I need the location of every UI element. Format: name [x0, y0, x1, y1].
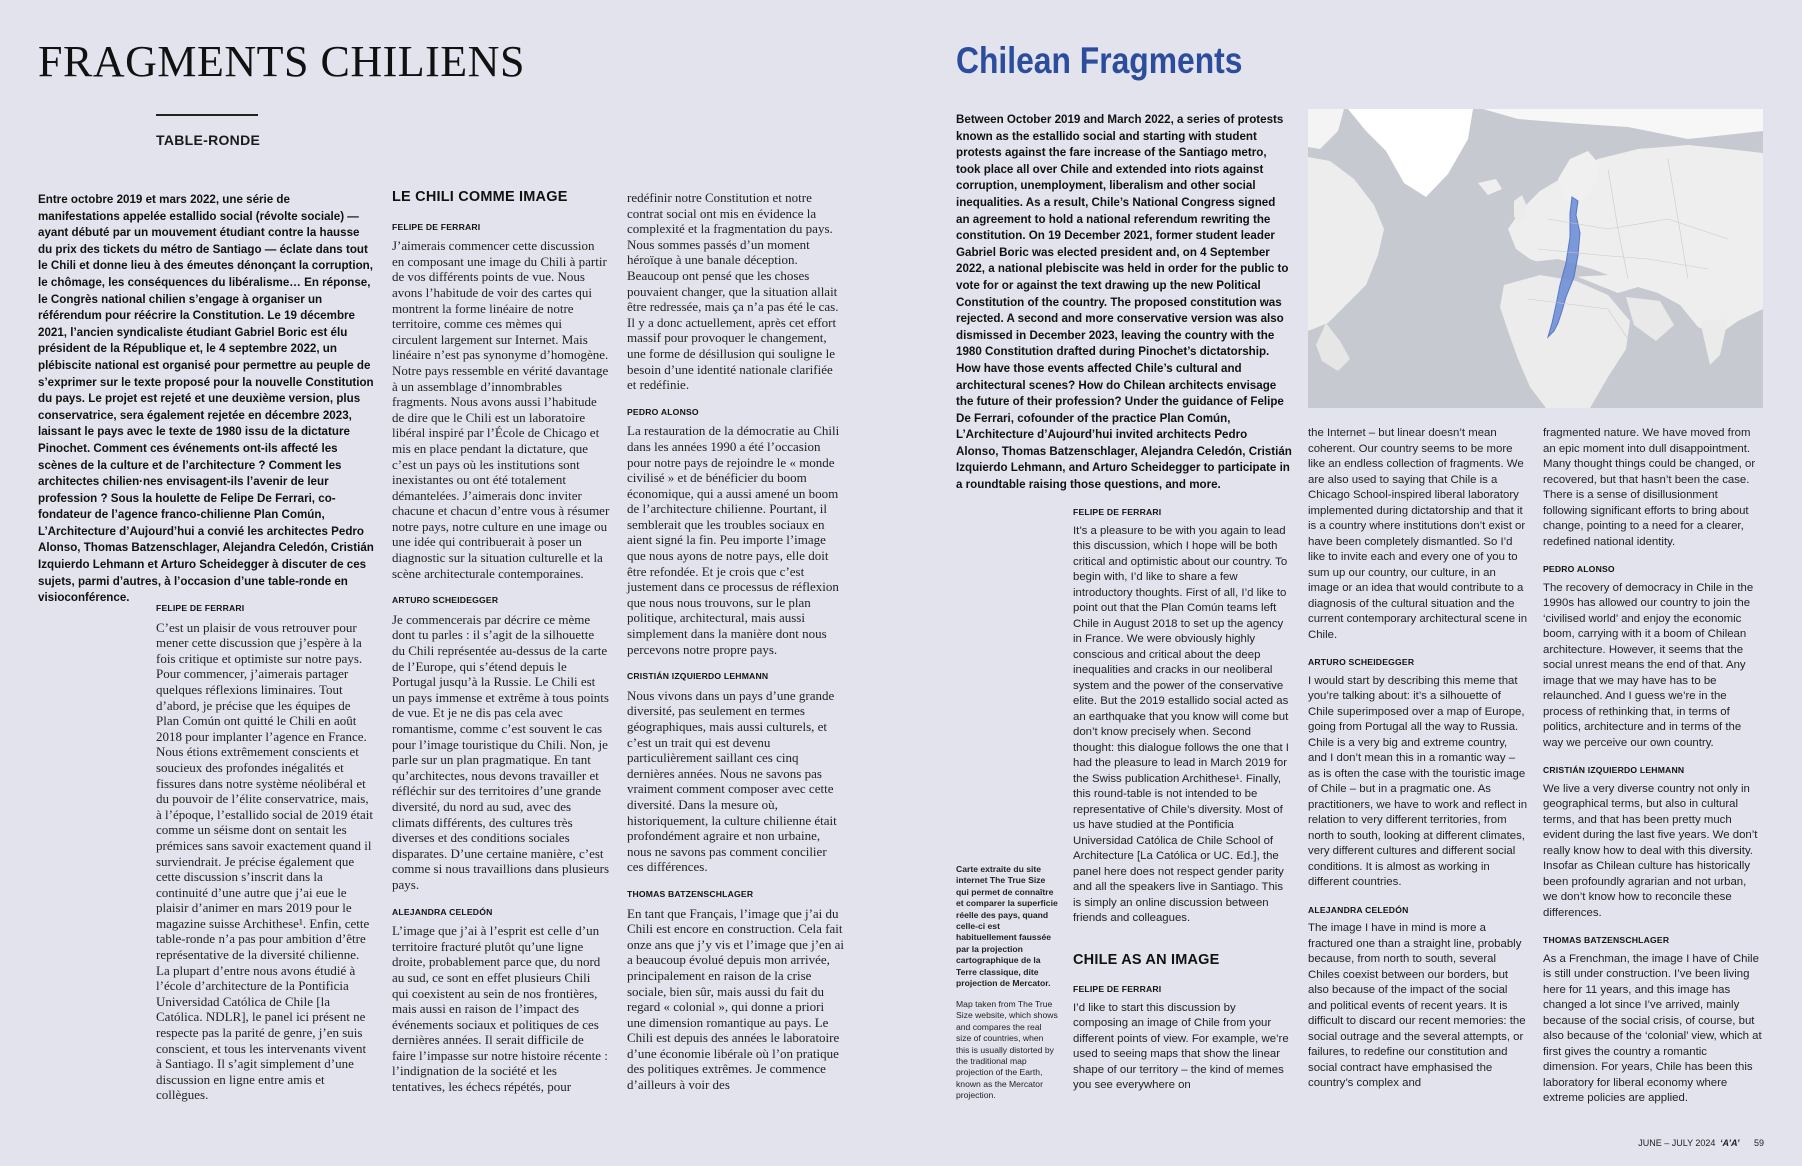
column-fr-2: [392, 190, 610, 1120]
speaker-text: La restauration de la démocratie au Chili dans les années 1990 a été l’occasion pour notre pays de rejoindre le « monde civilisé » et de bénéficier du boom économique, qui a aussi amené un boom de l’architecture chilienne. Pourtant, il semblerait que les troubles sociaux en aient signé la fin. Peu importe l’image que nous ayons de notre pays, elle doit être refondée. Et je crois que c’est justement dans ce processus de réflexion que nous nous trouvons, sur le plan politique, architectural, mais aussi simplement dans la manière dont nous percevons notre propre pays.: [627, 423, 840, 657]
speaker-name: PEDRO ALONSO: [627, 406, 699, 417]
speaker-text: C’est un plaisir de vous retrouver pour mener cette discussion que j’espère à la fois critique et optimiste sur notre pays. Pour commencer, j’aimerais partager quelques réflexions liminaires. Tout d’abord, je précise que les équipes de Plan Común ont quitté le Chili en août 2018 pour implanter l’agence en France. Nous étions extrêmement conscients et soucieux des profondes inégalités et fissures dans notre système néolibéral et du pouvoir de l’élite conservatrice, mais, à l’époque, l’estallido social de 2019 était comme un séisme dont on sentait les prémices sans savoir exactement quand il surviendrait. Je précise également que cette discussion s’inscrit dans la continuité d’une autre que j’ai eue le plaisir d’animer en mars 2019 pour le magazine suisse Archithese¹. Enfin, cette table-ronde n’a pas pour ambition d’être représentative de la diversité chilienne. La plupart d’entre nous avons étudié à l’école d’architecture de la Pontificia Universidad Católica de Chile [la Católica. NDLR], le panel ici présent ne respecte pas la parité de genre, j’en suis conscient, et tous les intervenants vivent à Santiago. Il s’agit simplement d’une discussion en ligne entre amis et collègues.: [156, 619, 373, 1103]
speaker-name: ARTURO SCHEIDEGGER: [1308, 657, 1415, 667]
kicker: TABLE-RONDE: [156, 132, 261, 148]
speaker-text: Nous vivons dans un pays d’une grande diversité, pas seulement en termes géographiques, mais aussi culturels, et c’est un trait qui est devenu particulièrement saillant ces cinq dernières années. Nous ne savons pas vraiment comment composer avec cette diversité. Dans la mesure où, historiquement, la culture chilienne était profondément agraire et non urbaine, nous ne savons pas comment concilier ces différences.: [627, 687, 837, 875]
intro-fr-text: Entre octobre 2019 et mars 2022, une série de manifestations appelée estallido social (révolte sociale) — ayant débuté par un mouvement étudiant contre la hausse du prix des tickets du métro de Santiago — éclate dans tout le Chili et donne lieu à des émeutes dénonçant la corruption, le chômage, les conséquences du libéralisme… En réponse, le Congrès national chilien s’engage à organiser un référendum pour réécrire la Constitution. Le 19 décembre 2021, l’ancien syndicaliste étudiant Gabriel Boric est élu président de la République et, le 4 septembre 2022, un plébiscite national est organisé pour permettre au peuple de s’exprimer sur le texte proposé pour la nouvelle Constitution du pays. Le projet est rejeté et une deuxième version, plus conservatrice, sera également rejetée en décembre 2023, laissant le pays avec le texte de 1980 issu de la dictature Pinochet. Comment ces événements ont-ils affecté les scènes de la culture et de l’architecture ? Comment les architectes chilien·nes envisagent-ils l’avenir de leur profession ? Sous la houlette de Felipe De Ferrari, co-fondateur de l’agence franco-chilienne Plan Común, L’Architecture d’Aujourd’hui a convié les architectes Pedro Alonso, Thomas Batzenschlager, Alejandra Celedón, Cristián Izquierdo Lehmann et Arturo Scheidegger à discuter de ces sujets, parmi d’autres, à l’occasion d’une table-ronde en visioconférence.: [38, 193, 374, 605]
speaker-text: L’image que j’ai à l’esprit est celle d’un territoire fracturé plutôt qu’une ligne droite, probablement parce que, du nord au sud, ce sont en effet plusieurs Chili qui coexistent au sein de nos frontières, mais aussi en raison de l’impact des événements sociaux et politiques de ces dernières années. Il serait difficile de faire l’impasse sur notre histoire récente : l’indignation de la société et les tentatives, les échecs répétés, pour: [392, 923, 608, 1095]
speaker-name: CRISTIÁN IZQUIERDO LEHMANN: [1543, 765, 1685, 775]
speaker-text: It’s a pleasure to be with you again to lead this discussion, which I hope will be both critical and optimistic about our country. To begin with, I’d like to share a few introductory thoughts. First of all, I’d like to point out that the Plan Común teams left Chile in August 2018 to set up the agency in France. We were obviously highly conscious and critical about the deep inequalities and cracks in our neoliberal system and the power of the conservative elite. But the 2019 estallido social acted as an earthquake that you know will come but don’t know precisely when. Second thought: this dialogue follows the one that I had the pleasure to lead in March 2019 for the Swiss publication Archithese¹. Finally, this round-table is not intended to be representative of Chile’s diversity. Most of us have studied at the Pontificia Universidad Católica de Chile School of Architecture [La Católica or UC. Ed.], the panel here does not respect gender parity and all the speakers live in Santiago. This is simply an online discussion between friends and colleagues.: [1073, 524, 1289, 924]
speaker-name: FELIPE DE FERRARI: [392, 221, 481, 232]
speaker-name: CRISTIÁN IZQUIERDO LEHMANN: [627, 671, 769, 682]
speaker-name: THOMAS BATZENSCHLAGER: [627, 888, 754, 899]
section-heading: CHILE AS AN IMAGE: [1073, 951, 1220, 968]
speaker-text: The recovery of democracy in Chile in the 1990s has allowed our country to join the ‘civilised world’ and enjoy the economic boom, carrying with it a boom of Chilean architecture. However, it seems that the social unrest means the end of that. Any image that we may have has to be relaunched. And I guess we’re in the process of rethinking that, in terms of politics, architecture and in terms of the way we perceive our own country.: [1543, 581, 1754, 749]
speaker-text: J’aimerais commencer cette discussion en composant une image du Chili à partir de vos différents points de vue. Nous avons l’habitude de voir des cartes qui montrent la forme linéaire de notre territoire, comme ces mèmes qui circulent largement sur Internet. Mais linéaire n’est pas synonyme d’homogène. Notre pays ressemble en vérité davantage à un assemblage d’innombrables fragments. Nous avons aussi l’habitude de dire que le Chili est un laboratoire libéral inspiré par l’École de Chicago et mis en place pendant la dictature, que c’est un pays où les institutions sont inexistantes ou ont été totalement démantelées. J’aimerais donc inviter chacune et chacun d’entre vous à résumer notre pays, notre culture en une image ou une idée qui contribuerait à poser un diagnostic sur la situation culturelle et la scène architecturale contemporaines.: [392, 238, 610, 581]
speaker-text: Je commencerais par décrire ce mème dont tu parles : il s’agit de la silhouette du Chili représentée au-dessus de la carte de l’Europe, qui s’étend depuis le Portugal jusqu’à la Russie. Le Chili est un pays immense et extrême à tous points de vue. Et je ne dis pas cela avec romantisme, comme c’est souvent le cas pour l’image touristique du Chili. Non, je parle sur un plan pragmatique. En tant qu’architectes, nous devons travailler et réfléchir sur des territoires d’une grande diversité, du nord au sud, avec des climats différents, des cultures très diverses et des conditions sociales disparates. D’une certaine manière, c’est comme si nous travaillions dans plusieurs pays.: [392, 611, 610, 892]
map-caption-en: Map taken from The True Size website, which shows and compares the real size of countries, when this is usually distorted by the traditional map projection of the Earth, known as the Mercator projection.: [956, 999, 1058, 1101]
column-fr-1: [156, 601, 374, 1121]
title-rule: [156, 114, 258, 116]
speaker-text: As a Frenchman, the image I have of Chile is still under construction. I’ve been living here for 11 years, and this image has changed a lot since I’ve arrived, mainly because of the social crisis, of course, but also because of the ‘colonial’ view, which at first gives the country a romantic dimension. For years, Chile has been this laboratory for liberal economy where extreme policies are applied.: [1543, 952, 1762, 1104]
true-size-map-image: [1308, 109, 1763, 408]
speaker-text: the Internet – but linear doesn’t mean coherent. Our country seems to be more like an endless collection of fragments. We are also used to saying that Chile is a Chicago School-inspired liberal laboratory implemented during dictatorship and that it is a country where institutions don’t exist or have been completely dismantled. So I’d like to invite each and every one of you to sum up our country, our culture, in an image or an idea that would contribute to a diagnosis of the cultural situation and the current contemporary architectural scene in Chile.: [1308, 427, 1528, 641]
intro-en: [956, 112, 1292, 492]
speaker-name: THOMAS BATZENSCHLAGER: [1543, 935, 1670, 945]
folio-issue: JUNE – JULY 2024: [1638, 1138, 1716, 1148]
speaker-text: redéfinir notre Constitution et notre contrat social ont mis en évidence la complexité et la fragmentation du pays. Nous sommes passés d’un moment héroïque à une banale déception. Beaucoup ont pensé que les choses pouvaient changer, que la situation allait être redressée, mais ça n’a pas été le cas. Il y a donc actuellement, après cet effort massif pour provoquer le changement, une forme de désillusion qui souligne le besoin d’une identité nationale clarifiée et redéfinie.: [627, 190, 839, 393]
speaker-name: ALEJANDRA CELEDÓN: [392, 906, 493, 917]
intro-en-text: Between October 2019 and March 2022, a series of protests known as the estallido social and starting with student protests against the fare increase of the Santiago metro, took place all over Chile and extended into riots against corruption, unemployment, liberalism and other social inequalities. As a result, Chile’s National Congress signed an agreement to hold a national referendum rewriting the constitution. On 19 December 2021, former student leader Gabriel Boric was elected president and, on 4 September 2022, a national plebiscite was held in order for the public to vote for or against the text drawing up the new Political Constitution of the country. The proposed constitution was rejected. A second and more conservative version was also dismissed in December 2023, leaving the country with the 1980 Constitution drafted during Pinochet’s dictatorship. How have those events affected Chile’s cultural and architectural scenes? How do Chilean architects envisage the future of their profession? Under the guidance of Felipe De Ferrari, cofounder of the practice Plan Común, L’Architecture d’Aujourd’hui invited architects Pedro Alonso, Thomas Batzenschlager, Alejandra Celedón, Cristián Izquierdo Lehmann, and Arturo Scheidegger to participate in a roundtable raising those questions, and more.: [956, 113, 1292, 492]
speaker-text: I’d like to start this discussion by composing an image of Chile from your different points of view. For example, we’re used to seeing maps that show the linear shape of our territory – the kind of memes you see everywhere on: [1073, 1001, 1289, 1091]
column-fr-3: [627, 190, 845, 1120]
page-number: 59: [1753, 1138, 1764, 1148]
speaker-text: En tant que Français, l’image que j’ai du Chili est encore en construction. Cela fait onze ans que j’y vis et l’image que j’en ai a beaucoup évolué depuis mon arrivée, principalement en raison de la crise sociale, bien sûr, mais aussi du fait du regard « colonial », qui donne a priori une dimension romantique au pays. Le Chili est depuis des années le laboratoire d’une économie libérale où l’on pratique des politiques extrêmes. Je commence d’ailleurs à voir des: [627, 905, 844, 1093]
speaker-name: FELIPE DE FERRARI: [1073, 984, 1162, 994]
speaker-text: I would start by describing this meme that you’re talking about: it’s a silhouette of Chile superimposed over a map of Europe, going from Portugal all the way to Russia. Chile is a very big and extreme country, and I don’t mean this in a romantic way – as is often the case with the touristic image of Chile – but in a pragmatic one. As practitioners, we have to work and reflect in relation to very different territories, from north to south, looking at different climates, very different cultures and different social conditions. It is almost as working in different countries.: [1308, 674, 1528, 888]
magazine-logo: ‘A’A’: [1719, 1138, 1740, 1148]
speaker-name: PEDRO ALONSO: [1543, 564, 1615, 574]
speaker-text: The image I have in mind is more a fractured one than a straight line, probably because, from north to south, several Chiles coexist between our borders, but also because of the impact of the social and political events of recent years. It is difficult to discard our recent memories: the social outrage and the several attempts, or failures, to redefine our constitution and social contract have emphasised the country’s complex and: [1308, 922, 1526, 1089]
speaker-name: FELIPE DE FERRARI: [1073, 507, 1162, 517]
map-caption-fr: Carte extraite du site internet The True Size qui permet de connaître et comparer la superficie réelle des pays, quand celle-ci est habituellement faussée par la projection cartographique de la Terre classique, dite projection de Mercator.: [956, 864, 1058, 989]
page-title-fr: FRAGMENTS CHILIENS: [38, 37, 525, 86]
column-en-2: [1308, 426, 1528, 1121]
speaker-name: FELIPE DE FERRARI: [156, 603, 245, 613]
speaker-text: We live a very diverse country not only in geographical terms, but also in cultural terms, and that has been pretty much evident during the last five years. We don’t really know how to deal with this diversity. Insofar as Chilean culture has historically been profoundly agrarian and not urban, we don’t know how to reconcile these differences.: [1543, 782, 1758, 919]
speaker-name: ARTURO SCHEIDEGGER: [392, 595, 499, 606]
column-en-1: [1073, 505, 1291, 1121]
speaker-text: fragmented nature. We have moved from an epic moment into dull disappointment. Many thought things could be changed, or recovered, but that hasn’t been the case. There is a sense of disillusionment following significant efforts to bring about change, pointing to a need for a clearer, redefined national identity.: [1543, 427, 1756, 548]
intro-fr: [38, 192, 374, 605]
page-title-en: Chilean Fragments: [956, 40, 1243, 81]
world-map-graphic: [1308, 109, 1763, 408]
column-en-3: [1543, 426, 1763, 1121]
speaker-name: ALEJANDRA CELEDÓN: [1308, 904, 1409, 915]
folio: [1638, 1138, 1764, 1148]
section-heading: LE CHILI COMME IMAGE: [392, 189, 568, 205]
